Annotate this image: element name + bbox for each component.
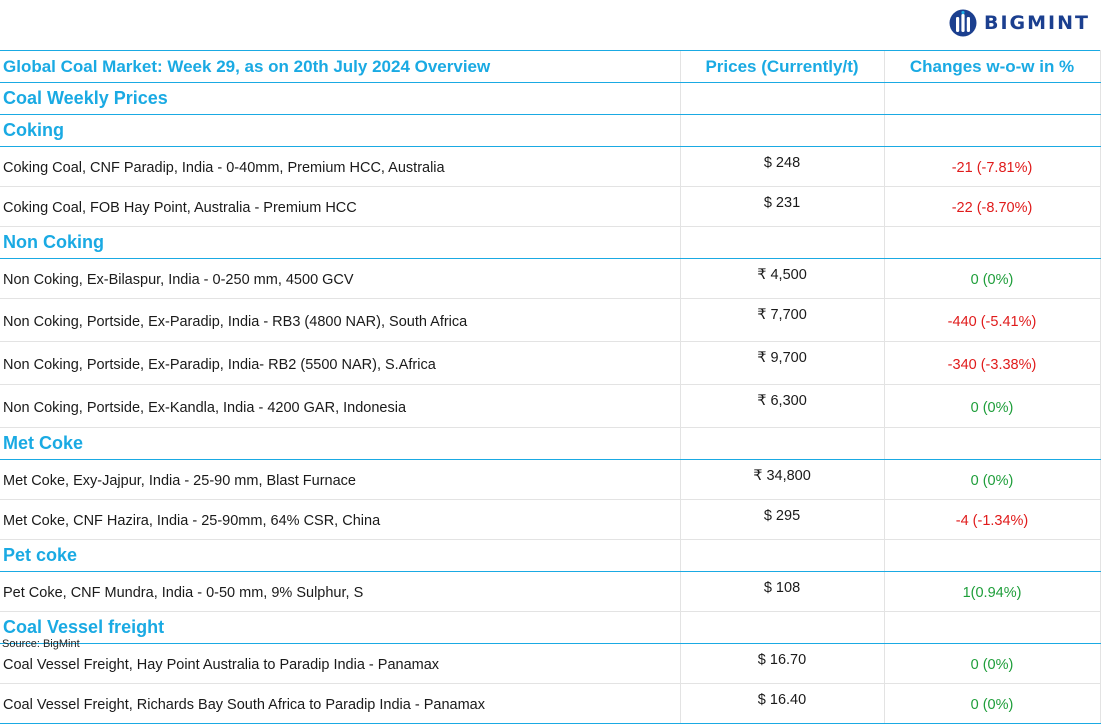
row-price: $ 248	[680, 147, 884, 187]
section-row	[0, 612, 1100, 644]
row-price: ₹ 34,800	[680, 460, 884, 500]
row-label: Met Coke, Exy-Jajpur, India - 25-90 mm, Blast Furnace	[0, 460, 680, 500]
prices-column-header: Prices (Currently/t)	[680, 51, 884, 83]
bigmint-logo-icon	[948, 8, 978, 38]
row-price: $ 231	[680, 187, 884, 227]
row-change: -340 (-3.38%)	[884, 342, 1100, 385]
row-label: Non Coking, Ex-Bilaspur, India - 0-250 mm, 4500 GCV	[0, 259, 680, 299]
row-change: 0 (0%)	[884, 385, 1100, 428]
row-price: $ 295	[680, 500, 884, 540]
row-label: Coal Vessel Freight, Hay Point Australia to Paradip India - Panamax	[0, 644, 680, 684]
row-change: 0 (0%)	[884, 460, 1100, 500]
row-price: ₹ 4,500	[680, 259, 884, 299]
row-change: -440 (-5.41%)	[884, 299, 1100, 342]
table-row	[0, 187, 1100, 227]
row-label: Pet Coke, CNF Mundra, India - 0-50 mm, 9% Sulphur, S	[0, 572, 680, 612]
section-title: Non Coking	[0, 227, 680, 259]
table-row	[0, 299, 1100, 342]
row-label: Met Coke, CNF Hazira, India - 25-90mm, 64% CSR, China	[0, 500, 680, 540]
section-row	[0, 428, 1100, 460]
changes-column-header: Changes w-o-w in %	[884, 51, 1100, 83]
table-row	[0, 342, 1100, 385]
row-label: Non Coking, Portside, Ex-Paradip, India- RB2 (5500 NAR), S.Africa	[0, 342, 680, 385]
row-label: Coking Coal, FOB Hay Point, Australia - Premium HCC	[0, 187, 680, 227]
row-label: Non Coking, Portside, Ex-Paradip, India - RB3 (4800 NAR), South Africa	[0, 299, 680, 342]
coal-price-table	[0, 50, 1101, 724]
table-row	[0, 684, 1100, 724]
table-row	[0, 572, 1100, 612]
row-change: 1(0.94%)	[884, 572, 1100, 612]
source-note: Source: BigMint	[2, 638, 80, 650]
row-change: 0 (0%)	[884, 684, 1100, 724]
row-label: Coal Vessel Freight, Richards Bay South Africa to Paradip India - Panamax	[0, 684, 680, 724]
row-change: 0 (0%)	[884, 259, 1100, 299]
section-title: Pet coke	[0, 540, 680, 572]
table-row	[0, 385, 1100, 428]
section-row	[0, 227, 1100, 259]
table-row	[0, 147, 1100, 187]
row-price: $ 108	[680, 572, 884, 612]
table-row	[0, 644, 1100, 684]
row-price: $ 16.40	[680, 684, 884, 724]
table-row	[0, 460, 1100, 500]
bigmint-logo	[948, 6, 1090, 40]
row-change: -21 (-7.81%)	[884, 147, 1100, 187]
section-title: Coal Weekly Prices	[0, 83, 680, 115]
row-change: -4 (-1.34%)	[884, 500, 1100, 540]
section-title: Coal Vessel freight	[0, 612, 680, 644]
section-title: Met Coke	[0, 428, 680, 460]
section-row	[0, 540, 1100, 572]
row-price: ₹ 7,700	[680, 299, 884, 342]
table-row	[0, 259, 1100, 299]
brand-name: BIGMINT	[984, 12, 1090, 34]
row-price: ₹ 6,300	[680, 385, 884, 428]
row-price: $ 16.70	[680, 644, 884, 684]
section-title: Coking	[0, 115, 680, 147]
table-header-row	[0, 51, 1100, 83]
row-label: Non Coking, Portside, Ex-Kandla, India - 4200 GAR, Indonesia	[0, 385, 680, 428]
row-price: ₹ 9,700	[680, 342, 884, 385]
section-row	[0, 115, 1100, 147]
table-title: Global Coal Market: Week 29, as on 20th July 2024 Overview	[0, 51, 680, 83]
table-row	[0, 500, 1100, 540]
section-row-coal-weekly-prices	[0, 83, 1100, 115]
row-label: Coking Coal, CNF Paradip, India - 0-40mm, Premium HCC, Australia	[0, 147, 680, 187]
row-change: -22 (-8.70%)	[884, 187, 1100, 227]
row-change: 0 (0%)	[884, 644, 1100, 684]
